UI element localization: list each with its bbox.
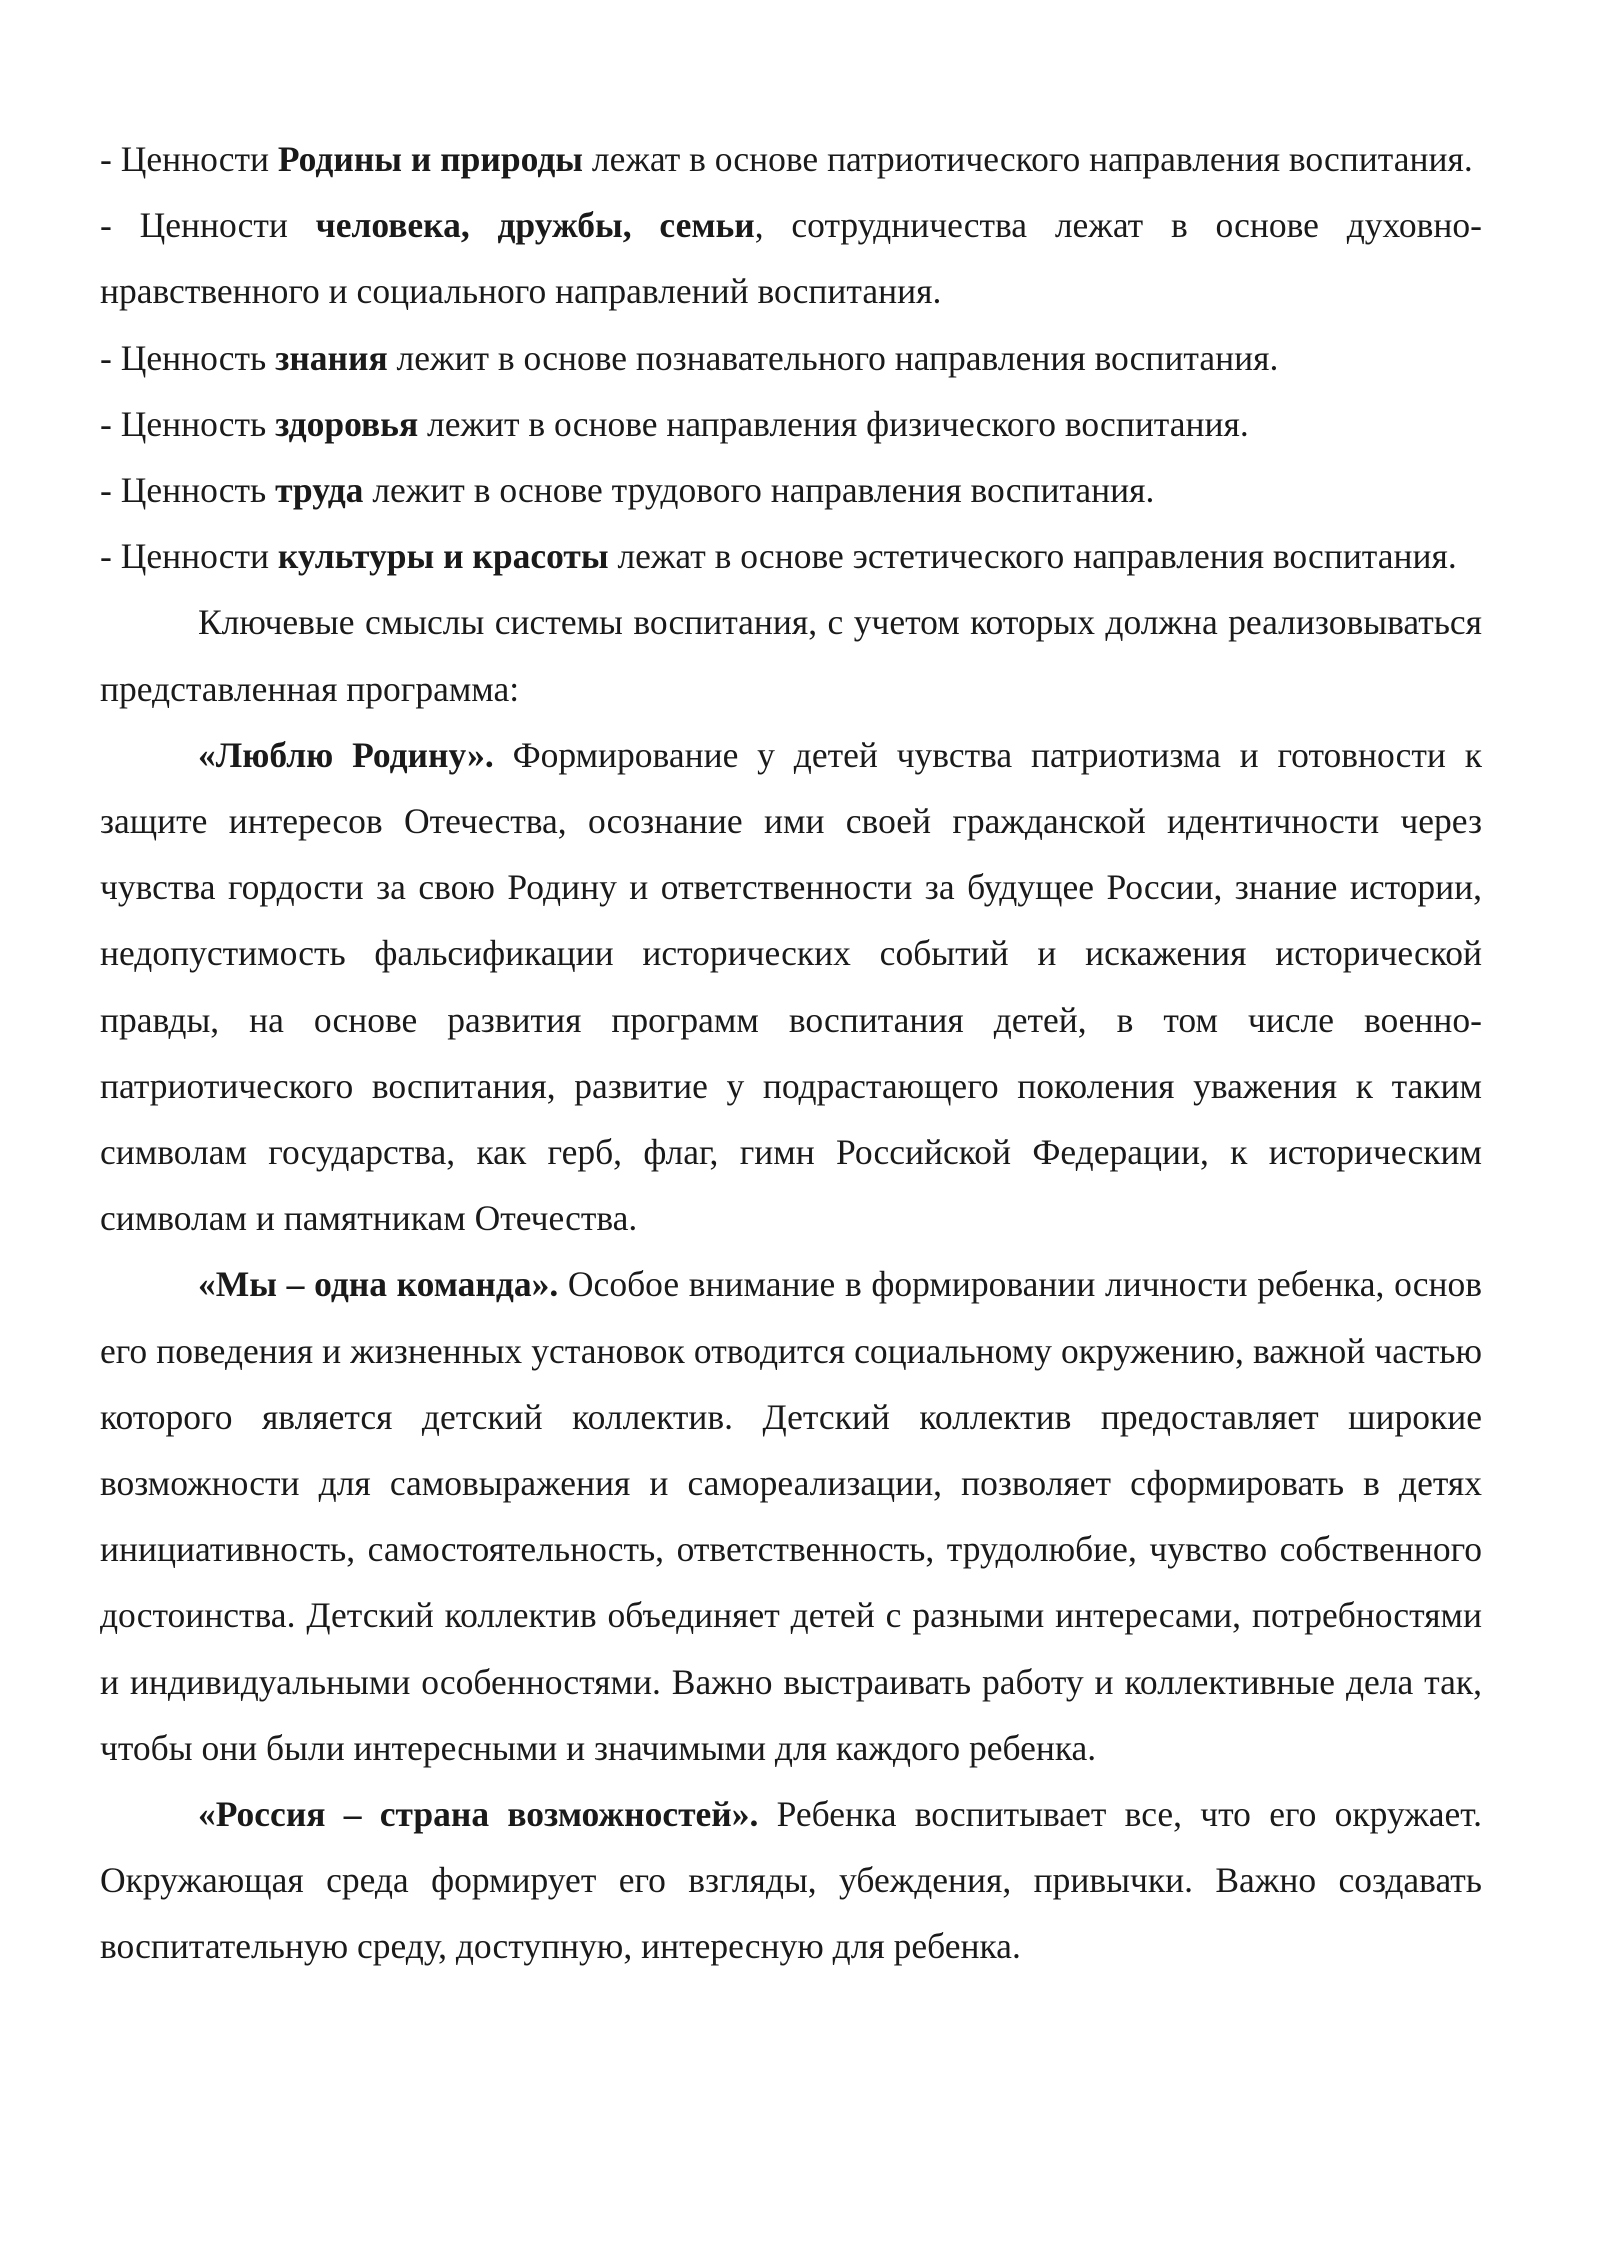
value-bold: человека, дружбы, семьи [315,205,755,246]
value-item-labor: - Ценность труда лежит в основе трудового направления воспитания. [100,470,1155,511]
value-item-human: - Ценности человека, дружбы, семьи, сотрудничества лежат в основе духовно-нравственного и социального направлений воспитания. [100,205,1483,312]
section-text: Особое внимание в формировании личности ребенка, основ его поведения и жизненных установок отводится социальному окружению, важной частью которого является детский коллектив. Детский коллектив предоставляет широкие возможности для самовыражения и самореализации, позволяет сформировать в детях инициативность, самостоятельность, ответственность, трудолюбие, чувство собственного достоинства. Детский коллектив объединяет детей с разными интересами, потребностями и индивидуальными особенностями. Важно выстраивать работу и коллективные дела так, чтобы они были интересными и значимыми для каждого ребенка. [100,1264,1483,1768]
value-bold: культуры и красоты [277,536,609,577]
intro-paragraph: Ключевые смыслы системы воспитания, с учетом которых должна реализовываться представленная программа: [100,602,1482,709]
value-bold: здоровья [275,403,419,444]
section-text: Формирование у детей чувства патриотизма и готовности к защите интересов Отечества, осознание ими своей гражданской идентичности через чувства гордости за свою Родину и ответственности за будущее России, знание истории, недопустимость фальсификации исторических событий и искажения исторической правды, на основе развития программ воспитания детей, в том числе военно-патриотического воспитания, развитие у подрастающего поколения уважения к таким символам государства, как герб, флаг, гимн Российской Федерации, к историческим символам и памятникам Отечества. [100,734,1482,1239]
section-russia-opportunities [100,1781,1482,1980]
value-item-culture: - Ценности культуры и красоты лежат в основе эстетического направления воспитания. [100,536,1457,577]
section-heading: «Люблю Родину». [198,734,494,775]
section-heading: «Россия – страна возможностей». [198,1794,759,1835]
value-bold: Родины и природы [277,139,583,179]
value-item-knowledge: - Ценность знания лежит в основе познавательного направления воспитания. [100,337,1279,378]
section-love-homeland [100,722,1482,1252]
document-page [100,126,1482,1980]
value-bold: знания [275,337,388,378]
section-heading: «Мы – одна команда». [198,1264,559,1305]
value-item-health: - Ценность здоровья лежит в основе направления физического воспитания. [100,403,1249,444]
value-bold: труда [275,470,364,511]
value-item-homeland: - Ценности Родины и природы лежат в основе патриотического направления воспитания. [100,139,1473,179]
section-one-team [100,1251,1482,1781]
section-text: Ребенка воспитывает все, что его окружает. Окружающая среда формирует его взгляды, убеждения, привычки. Важно создавать воспитательную среду, доступную, интересную для ребенка. [100,1794,1482,1967]
